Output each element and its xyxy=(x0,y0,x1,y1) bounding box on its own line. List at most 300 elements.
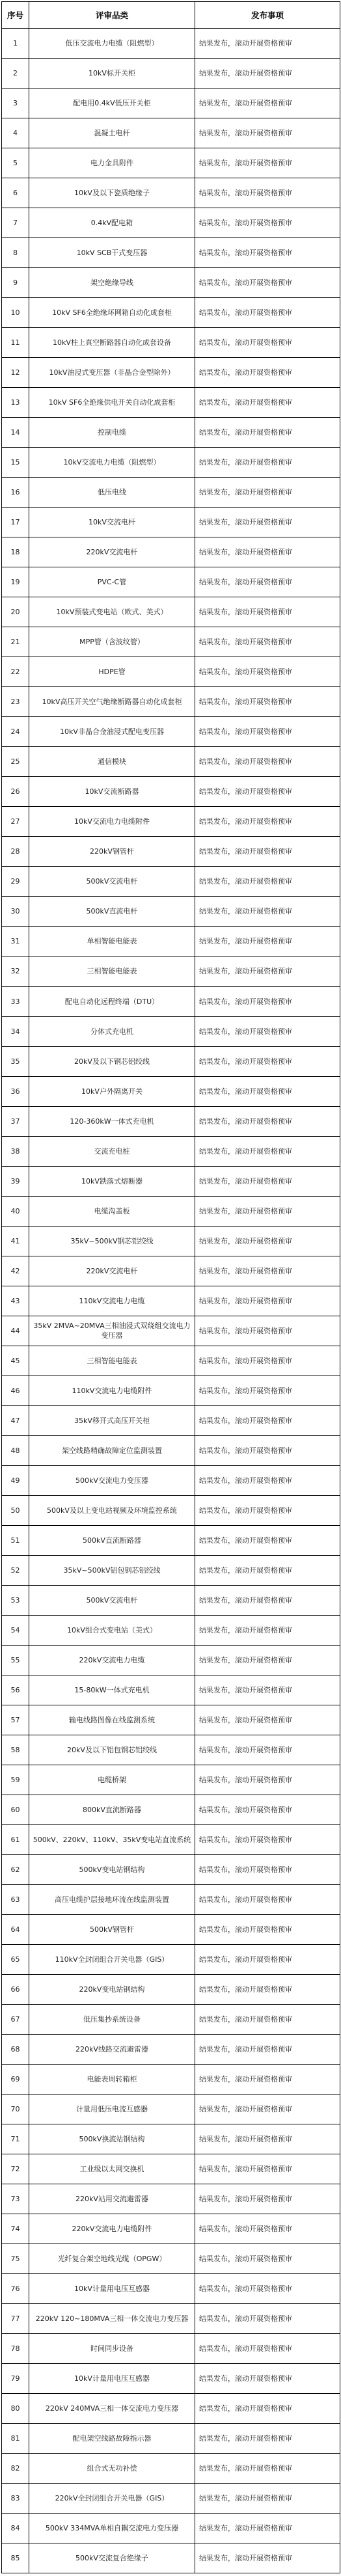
cell-category: PVC-C管 xyxy=(29,567,195,597)
cell-number: 60 xyxy=(2,1795,29,1824)
cell-number: 25 xyxy=(2,747,29,777)
cell-category: 10kV组合式变电站（美式） xyxy=(29,1615,195,1645)
table-row xyxy=(2,1555,340,1585)
cell-action: 结果发布，滚动开展资格预审 xyxy=(195,807,340,837)
cell-action: 结果发布，滚动开展资格预审 xyxy=(195,1435,340,1465)
cell-category: 架空线路精确故障定位监测装置 xyxy=(29,1435,195,1465)
cell-category: 电缆沟盖板 xyxy=(29,1196,195,1226)
cell-category: 500kV 334MVA单相自耦交流电力变压器 xyxy=(29,2514,195,2543)
table-row xyxy=(2,118,340,148)
table-row xyxy=(2,1046,340,1076)
cell-action: 结果发布，滚动开展资格预审 xyxy=(195,358,340,388)
table-row xyxy=(2,2274,340,2304)
cell-action: 结果发布，滚动开展资格预审 xyxy=(195,1376,340,1405)
cell-category: 220kV交流电力电缆附件 xyxy=(29,2214,195,2244)
column-header-action: 发布事项 xyxy=(195,2,340,29)
cell-number: 21 xyxy=(2,627,29,657)
cell-action: 结果发布，滚动开展资格预审 xyxy=(195,59,340,88)
cell-action: 结果发布，滚动开展资格预审 xyxy=(195,29,340,59)
table-row xyxy=(2,567,340,597)
cell-action: 结果发布，滚动开展资格预审 xyxy=(195,388,340,418)
table-row xyxy=(2,418,340,448)
table-row xyxy=(2,2005,340,2035)
cell-number: 30 xyxy=(2,897,29,927)
cell-number: 41 xyxy=(2,1226,29,1256)
cell-action: 结果发布，滚动开展资格预审 xyxy=(195,747,340,777)
cell-number: 84 xyxy=(2,2514,29,2543)
cell-category: 控制电缆 xyxy=(29,418,195,448)
cell-number: 16 xyxy=(2,478,29,508)
table-row xyxy=(2,1316,340,1346)
table-row xyxy=(2,238,340,268)
table-row xyxy=(2,2364,340,2394)
bulletin-table xyxy=(1,1,340,2573)
table-row xyxy=(2,508,340,537)
cell-action: 结果发布，滚动开展资格预审 xyxy=(195,148,340,178)
cell-category: HDPE管 xyxy=(29,657,195,687)
cell-category: 220kV交流电力电缆 xyxy=(29,1645,195,1675)
cell-category: 10kV非晶合金油浸式配电变压器 xyxy=(29,717,195,747)
table-row xyxy=(2,537,340,567)
cell-category: 电缆桥架 xyxy=(29,1765,195,1795)
cell-action: 结果发布，滚动开展资格预审 xyxy=(195,2424,340,2454)
cell-action: 结果发布，滚动开展资格预审 xyxy=(195,268,340,298)
cell-number: 32 xyxy=(2,956,29,986)
table-row xyxy=(2,657,340,687)
cell-number: 8 xyxy=(2,238,29,268)
cell-action: 结果发布，滚动开展资格预审 xyxy=(195,2184,340,2214)
cell-category: 电力金具附件 xyxy=(29,148,195,178)
cell-category: 10kV计量用电压互感器 xyxy=(29,2274,195,2304)
cell-number: 39 xyxy=(2,1166,29,1196)
cell-action: 结果发布，滚动开展资格预审 xyxy=(195,1824,340,1854)
cell-action: 结果发布，滚动开展资格预审 xyxy=(195,2154,340,2184)
cell-category: 220kV 240MVA三相一体交流电力变压器 xyxy=(29,2394,195,2424)
cell-category: 500kV、220kV、110kV、35kV变电站直流系统 xyxy=(29,1824,195,1854)
cell-number: 56 xyxy=(2,1675,29,1705)
cell-action: 结果发布，滚动开展资格预审 xyxy=(195,2095,340,2124)
cell-action: 结果发布，滚动开展资格预审 xyxy=(195,1525,340,1555)
cell-number: 34 xyxy=(2,1016,29,1046)
cell-number: 24 xyxy=(2,717,29,747)
table-row xyxy=(2,2095,340,2124)
cell-action: 结果发布，滚动开展资格预审 xyxy=(195,1945,340,1975)
cell-number: 74 xyxy=(2,2214,29,2244)
cell-action: 结果发布，滚动开展资格预审 xyxy=(195,1226,340,1256)
cell-category: 220kV变电站钢结构 xyxy=(29,1975,195,2005)
table-row xyxy=(2,597,340,627)
cell-category: 三相智能电能表 xyxy=(29,956,195,986)
table-row xyxy=(2,837,340,867)
table-row xyxy=(2,1675,340,1705)
column-header-category: 评审品类 xyxy=(29,2,195,29)
cell-category: 10kV预装式变电站（欧式、美式） xyxy=(29,597,195,627)
table-row xyxy=(2,1615,340,1645)
table-row xyxy=(2,1376,340,1405)
cell-category: 35kV~500kV钢芯铝绞线 xyxy=(29,1226,195,1256)
cell-number: 4 xyxy=(2,118,29,148)
cell-action: 结果发布，滚动开展资格预审 xyxy=(195,2334,340,2364)
cell-number: 47 xyxy=(2,1405,29,1435)
cell-number: 52 xyxy=(2,1555,29,1585)
cell-number: 69 xyxy=(2,2065,29,2095)
cell-number: 76 xyxy=(2,2274,29,2304)
cell-action: 结果发布，滚动开展资格预审 xyxy=(195,1196,340,1226)
cell-number: 29 xyxy=(2,867,29,897)
table-row xyxy=(2,1226,340,1256)
cell-category: 110kV全封闭组合开关电器（GIS） xyxy=(29,1945,195,1975)
cell-category: 220kV 120~180MVA三相一体交流电力变压器 xyxy=(29,2304,195,2334)
cell-number: 75 xyxy=(2,2244,29,2274)
table-row xyxy=(2,1705,340,1735)
cell-action: 结果发布，滚动开展资格预审 xyxy=(195,2005,340,2035)
cell-category: 500kV直流断路器 xyxy=(29,1525,195,1555)
cell-category: 工业级以太网交换机 xyxy=(29,2154,195,2184)
cell-number: 10 xyxy=(2,298,29,328)
cell-category: 10kV及以下瓷质绝缘子 xyxy=(29,178,195,208)
cell-action: 结果发布，滚动开展资格预审 xyxy=(195,927,340,956)
table-row xyxy=(2,777,340,807)
cell-number: 33 xyxy=(2,986,29,1016)
table-row xyxy=(2,1346,340,1376)
cell-number: 66 xyxy=(2,1975,29,2005)
cell-number: 68 xyxy=(2,2035,29,2065)
cell-category: 组合式无功补偿 xyxy=(29,2454,195,2484)
cell-number: 26 xyxy=(2,777,29,807)
cell-action: 结果发布，滚动开展资格预审 xyxy=(195,478,340,508)
cell-category: 10kV高压开关空气绝缘断路器自动化成套柜 xyxy=(29,687,195,717)
cell-action: 结果发布，滚动开展资格预审 xyxy=(195,1555,340,1585)
cell-action: 结果发布，滚动开展资格预审 xyxy=(195,118,340,148)
cell-category: 低压集抄系统设备 xyxy=(29,2005,195,2035)
cell-action: 结果发布，滚动开展资格预审 xyxy=(195,687,340,717)
cell-action: 结果发布，滚动开展资格预审 xyxy=(195,1615,340,1645)
table-row xyxy=(2,1435,340,1465)
cell-action: 结果发布，滚动开展资格预审 xyxy=(195,1346,340,1376)
cell-action: 结果发布，滚动开展资格预审 xyxy=(195,1256,340,1286)
cell-action: 结果发布，滚动开展资格预审 xyxy=(195,2543,340,2573)
cell-action: 结果发布，滚动开展资格预审 xyxy=(195,1765,340,1795)
cell-category: 35kV移开式高压开关柜 xyxy=(29,1405,195,1435)
table-row xyxy=(2,2244,340,2274)
cell-number: 77 xyxy=(2,2304,29,2334)
cell-action: 结果发布，滚动开展资格预审 xyxy=(195,2035,340,2065)
cell-number: 6 xyxy=(2,178,29,208)
cell-number: 83 xyxy=(2,2484,29,2514)
cell-number: 63 xyxy=(2,1884,29,1914)
cell-action: 结果发布，滚动开展资格预审 xyxy=(195,418,340,448)
cell-category: 500kV交流电杆 xyxy=(29,1585,195,1615)
cell-number: 44 xyxy=(2,1316,29,1346)
table-row xyxy=(2,1525,340,1555)
table-row xyxy=(2,1945,340,1975)
cell-number: 79 xyxy=(2,2364,29,2394)
cell-number: 14 xyxy=(2,418,29,448)
cell-category: 10kV SF6全绝缘环网箱自动化成套柜 xyxy=(29,298,195,328)
cell-number: 49 xyxy=(2,1465,29,1495)
cell-action: 结果发布，滚动开展资格预审 xyxy=(195,508,340,537)
table-row xyxy=(2,687,340,717)
cell-action: 结果发布，滚动开展资格预审 xyxy=(195,2484,340,2514)
table-row xyxy=(2,1735,340,1765)
table-row xyxy=(2,388,340,418)
cell-category: 220kV线路交流避雷器 xyxy=(29,2035,195,2065)
cell-category: 10kV交流电力电缆（阻燃型） xyxy=(29,448,195,478)
table-row xyxy=(2,2065,340,2095)
cell-category: 15-80kW一体式充电机 xyxy=(29,1675,195,1705)
cell-action: 结果发布，滚动开展资格预审 xyxy=(195,1495,340,1525)
cell-category: 10kV SCB干式变压器 xyxy=(29,238,195,268)
table-row xyxy=(2,2424,340,2454)
cell-category: 高压电缆护层接地环流在线监测装置 xyxy=(29,1884,195,1914)
cell-action: 结果发布，滚动开展资格预审 xyxy=(195,986,340,1016)
cell-action: 结果发布，滚动开展资格预审 xyxy=(195,1465,340,1495)
table-row xyxy=(2,178,340,208)
cell-category: 三相智能电能表 xyxy=(29,1346,195,1376)
table-row xyxy=(2,358,340,388)
table-row xyxy=(2,1016,340,1046)
cell-number: 82 xyxy=(2,2454,29,2484)
cell-number: 38 xyxy=(2,1136,29,1166)
cell-number: 70 xyxy=(2,2095,29,2124)
cell-action: 结果发布，滚动开展资格预审 xyxy=(195,657,340,687)
cell-category: 配电用0.4kV低压开关柜 xyxy=(29,88,195,118)
cell-category: 配电自动化远程终端（DTU） xyxy=(29,986,195,1016)
cell-category: 220kV站用交流避雷器 xyxy=(29,2184,195,2214)
table-row xyxy=(2,1076,340,1106)
table-row xyxy=(2,208,340,238)
header-row xyxy=(2,2,340,29)
cell-action: 结果发布，滚动开展资格预审 xyxy=(195,1106,340,1136)
cell-number: 58 xyxy=(2,1735,29,1765)
table-row xyxy=(2,1585,340,1615)
cell-category: 500kV及以上变电站视频及环境监控系统 xyxy=(29,1495,195,1525)
cell-category: 500kV交流电杆 xyxy=(29,867,195,897)
table-row xyxy=(2,1256,340,1286)
table-row xyxy=(2,986,340,1016)
cell-number: 61 xyxy=(2,1824,29,1854)
cell-action: 结果发布，滚动开展资格预审 xyxy=(195,1975,340,2005)
cell-action: 结果发布，滚动开展资格预审 xyxy=(195,1405,340,1435)
cell-action: 结果发布，滚动开展资格预审 xyxy=(195,597,340,627)
cell-number: 28 xyxy=(2,837,29,867)
cell-action: 结果发布，滚动开展资格预审 xyxy=(195,1046,340,1076)
cell-number: 2 xyxy=(2,59,29,88)
cell-number: 40 xyxy=(2,1196,29,1226)
cell-category: 低压交流电力电缆（阻燃型） xyxy=(29,29,195,59)
table-row xyxy=(2,2304,340,2334)
cell-number: 57 xyxy=(2,1705,29,1735)
cell-number: 37 xyxy=(2,1106,29,1136)
cell-number: 18 xyxy=(2,537,29,567)
cell-number: 5 xyxy=(2,148,29,178)
table-row xyxy=(2,2154,340,2184)
table-row xyxy=(2,1914,340,1944)
cell-category: 500kV交流电力变压器 xyxy=(29,1465,195,1495)
table-row xyxy=(2,1495,340,1525)
table-row xyxy=(2,956,340,986)
table-row xyxy=(2,927,340,956)
table-row xyxy=(2,1465,340,1495)
cell-category: 光纤复合架空地线光缆（OPGW） xyxy=(29,2244,195,2274)
cell-category: 单相智能电能表 xyxy=(29,927,195,956)
table-body xyxy=(2,29,340,2573)
cell-category: 10kV油浸式变压器（非晶合金型除外） xyxy=(29,358,195,388)
table-row xyxy=(2,747,340,777)
cell-number: 59 xyxy=(2,1765,29,1795)
table-row xyxy=(2,1854,340,1884)
cell-action: 结果发布，滚动开展资格预审 xyxy=(195,2274,340,2304)
table-row xyxy=(2,59,340,88)
cell-number: 48 xyxy=(2,1435,29,1465)
cell-action: 结果发布，滚动开展资格预审 xyxy=(195,567,340,597)
cell-number: 31 xyxy=(2,927,29,956)
cell-action: 结果发布，滚动开展资格预审 xyxy=(195,208,340,238)
cell-category: 220kV交流电杆 xyxy=(29,1256,195,1286)
cell-number: 13 xyxy=(2,388,29,418)
cell-number: 42 xyxy=(2,1256,29,1286)
page xyxy=(0,1,341,2576)
table-row xyxy=(2,2035,340,2065)
table-row xyxy=(2,2334,340,2364)
cell-action: 结果发布，滚动开展资格预审 xyxy=(195,1166,340,1196)
cell-category: 10kV户外隔离开关 xyxy=(29,1076,195,1106)
cell-category: 500kV换流站钢结构 xyxy=(29,2124,195,2154)
cell-number: 65 xyxy=(2,1945,29,1975)
cell-category: 110kV交流电力电缆 xyxy=(29,1286,195,1316)
cell-number: 27 xyxy=(2,807,29,837)
cell-number: 78 xyxy=(2,2334,29,2364)
cell-number: 62 xyxy=(2,1854,29,1884)
table-row xyxy=(2,1824,340,1854)
cell-category: 500kV钢管杆 xyxy=(29,1914,195,1944)
cell-category: 分体式充电机 xyxy=(29,1016,195,1046)
cell-number: 12 xyxy=(2,358,29,388)
cell-number: 43 xyxy=(2,1286,29,1316)
cell-category: 120-360kW一体式充电机 xyxy=(29,1106,195,1136)
cell-category: 20kV及以下钢芯铝绞线 xyxy=(29,1046,195,1076)
cell-number: 55 xyxy=(2,1645,29,1675)
cell-category: 220kV全封闭组合开关电器（GIS） xyxy=(29,2484,195,2514)
cell-number: 1 xyxy=(2,29,29,59)
cell-action: 结果发布，滚动开展资格预审 xyxy=(195,2304,340,2334)
cell-number: 72 xyxy=(2,2154,29,2184)
cell-category: 110kV交流电力电缆附件 xyxy=(29,1376,195,1405)
table-row xyxy=(2,328,340,358)
cell-category: 10kV交流电杆 xyxy=(29,508,195,537)
cell-category: 交流充电桩 xyxy=(29,1136,195,1166)
table-row xyxy=(2,1975,340,2005)
cell-action: 结果发布，滚动开展资格预审 xyxy=(195,1735,340,1765)
table-row xyxy=(2,2543,340,2573)
cell-number: 71 xyxy=(2,2124,29,2154)
cell-action: 结果发布，滚动开展资格预审 xyxy=(195,837,340,867)
cell-category: 时间同步设备 xyxy=(29,2334,195,2364)
table-row xyxy=(2,1765,340,1795)
table-row xyxy=(2,2124,340,2154)
table-row xyxy=(2,29,340,59)
cell-category: 电能表周转箱柜 xyxy=(29,2065,195,2095)
table-row xyxy=(2,268,340,298)
cell-action: 结果发布，滚动开展资格预审 xyxy=(195,2514,340,2543)
cell-action: 结果发布，滚动开展资格预审 xyxy=(195,1884,340,1914)
cell-number: 17 xyxy=(2,508,29,537)
cell-number: 53 xyxy=(2,1585,29,1615)
table-header xyxy=(2,2,340,29)
cell-number: 35 xyxy=(2,1046,29,1076)
cell-action: 结果发布，滚动开展资格预审 xyxy=(195,2364,340,2394)
cell-number: 15 xyxy=(2,448,29,478)
cell-action: 结果发布，滚动开展资格预审 xyxy=(195,897,340,927)
cell-action: 结果发布，滚动开展资格预审 xyxy=(195,627,340,657)
cell-action: 结果发布，滚动开展资格预审 xyxy=(195,717,340,747)
cell-number: 20 xyxy=(2,597,29,627)
cell-action: 结果发布，滚动开展资格预审 xyxy=(195,178,340,208)
table-row xyxy=(2,2514,340,2543)
cell-action: 结果发布，滚动开展资格预审 xyxy=(195,2124,340,2154)
table-row xyxy=(2,478,340,508)
cell-category: 220kV钢管杆 xyxy=(29,837,195,867)
table-row xyxy=(2,867,340,897)
table-row xyxy=(2,1405,340,1435)
cell-category: 10kV标开关柜 xyxy=(29,59,195,88)
cell-action: 结果发布，滚动开展资格预审 xyxy=(195,1316,340,1346)
cell-action: 结果发布，滚动开展资格预审 xyxy=(195,1286,340,1316)
table-row xyxy=(2,448,340,478)
cell-action: 结果发布，滚动开展资格预审 xyxy=(195,1645,340,1675)
cell-category: 低压电线 xyxy=(29,478,195,508)
cell-action: 结果发布，滚动开展资格预审 xyxy=(195,1016,340,1046)
cell-category: 通信模块 xyxy=(29,747,195,777)
cell-action: 结果发布，滚动开展资格预审 xyxy=(195,1795,340,1824)
cell-category: 500kV交流复合绝缘子 xyxy=(29,2543,195,2573)
cell-action: 结果发布，滚动开展资格预审 xyxy=(195,777,340,807)
cell-number: 80 xyxy=(2,2394,29,2424)
cell-action: 结果发布，滚动开展资格预审 xyxy=(195,867,340,897)
cell-category: 输电线路图像在线监测系统 xyxy=(29,1705,195,1735)
cell-number: 36 xyxy=(2,1076,29,1106)
cell-number: 73 xyxy=(2,2184,29,2214)
cell-number: 46 xyxy=(2,1376,29,1405)
cell-number: 45 xyxy=(2,1346,29,1376)
table-row xyxy=(2,2484,340,2514)
column-header-number: 序号 xyxy=(2,2,29,29)
table-row xyxy=(2,1645,340,1675)
cell-number: 51 xyxy=(2,1525,29,1555)
cell-category: 10kV柱上真空断路器自动化成套设备 xyxy=(29,328,195,358)
cell-category: 20kV及以下铝包钢芯铝绞线 xyxy=(29,1735,195,1765)
cell-category: 35kV~500kV铝包钢芯铝绞线 xyxy=(29,1555,195,1585)
table-row xyxy=(2,1166,340,1196)
table-row xyxy=(2,807,340,837)
cell-action: 结果发布，滚动开展资格预审 xyxy=(195,1585,340,1615)
cell-category: 架空绝缘导线 xyxy=(29,268,195,298)
cell-category: 500kV直流电杆 xyxy=(29,897,195,927)
cell-category: 10kV跌落式熔断器 xyxy=(29,1166,195,1196)
cell-number: 11 xyxy=(2,328,29,358)
table-row xyxy=(2,148,340,178)
cell-action: 结果发布，滚动开展资格预审 xyxy=(195,328,340,358)
cell-category: 220kV交流电杆 xyxy=(29,537,195,567)
table-row xyxy=(2,2394,340,2424)
cell-number: 19 xyxy=(2,567,29,597)
cell-action: 结果发布，滚动开展资格预审 xyxy=(195,1675,340,1705)
cell-category: MPP管（含波纹管） xyxy=(29,627,195,657)
table-row xyxy=(2,1136,340,1166)
cell-category: 10kV交流断路器 xyxy=(29,777,195,807)
cell-action: 结果发布，滚动开展资格预审 xyxy=(195,238,340,268)
cell-action: 结果发布，滚动开展资格预审 xyxy=(195,1076,340,1106)
